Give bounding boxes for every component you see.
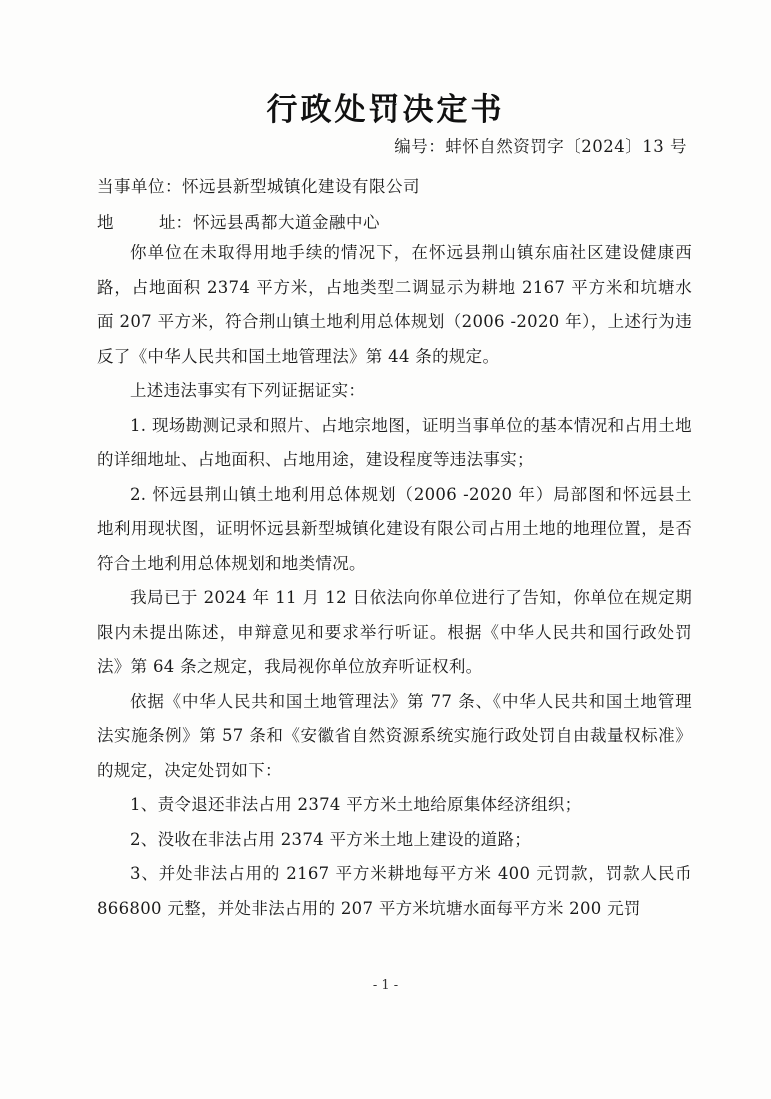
paragraph-evidence-1: 1. 现场勘测记录和照片、占地宗地图，证明当事单位的基本情况和占用土地的详细地址、占地面积、占地用途，建设程度等违法事实； xyxy=(97,415,692,469)
document-body xyxy=(97,236,692,926)
paragraph-penalty-2: 2、没收在非法占用 2374 平方米土地上建设的道路； xyxy=(130,829,532,849)
address-value: 怀远县禹都大道金融中心 xyxy=(193,213,380,232)
page-number: - 1 - xyxy=(372,978,399,993)
address-label xyxy=(97,209,193,233)
paragraph-violation: 你单位在未取得用地手续的情况下，在怀远县荆山镇东庙社区建设健康西路，占地面积 2374 平方米，占地类型二调显示为耕地 2167 平方米和坑塘水面 207 平方米，符合荆山镇土地利用总体规划（2006 -2020 年），上述行为违反了《中华人民共和国土地管理法》第 44 条的规定。 xyxy=(97,243,692,366)
paragraph-penalty-1: 1、责令退还非法占用 2374 平方米土地给原集体经济组织； xyxy=(130,795,582,814)
document-number: 编号：蚌怀自然资罚字〔2024〕13 号 xyxy=(394,137,687,156)
address-label-part-b: 址： xyxy=(159,213,192,232)
party-line xyxy=(97,173,420,197)
paragraph-notification: 我局已于 2024 年 11 月 12 日依法向你单位进行了告知，你单位在规定期限内未提出陈述，申辩意见和要求举行听证。根据《中华人民共和国行政处罚法》第 64 条之规定，我局视你单位放弃听证权利。 xyxy=(97,588,692,676)
paragraph-penalty-3: 3、并处非法占用的 2167 平方米耕地每平方米 400 元罚款，罚款人民币 866800 元整，并处非法占用的 207 平方米坑塘水面每平方米 200 元罚 xyxy=(97,864,692,918)
document-title: 行政处罚决定书 xyxy=(266,92,505,128)
paragraph-evidence-intro: 上述违法事实有下列证据证实： xyxy=(130,381,366,400)
party-label: 当事单位： xyxy=(97,177,182,196)
paragraph-legal-basis: 依据《中华人民共和国土地管理法》第 77 条、《中华人民共和国土地管理法实施条例》第 57 条和《安徽省自然资源系统实施行政处罚自由裁量权标准》的规定，决定处罚如下： xyxy=(97,691,692,780)
address-label-part-a: 地 xyxy=(97,213,114,232)
party-value: 怀远县新型城镇化建设有限公司 xyxy=(182,177,420,196)
paragraph-evidence-2: 2. 怀远县荆山镇土地利用总体规划（2006 -2020 年）局部图和怀远县土地利用现状图，证明怀远县新型城镇化建设有限公司占用土地的地理位置，是否符合土地利用总体规划和地类情况。 xyxy=(97,484,692,573)
address-line xyxy=(97,209,380,233)
